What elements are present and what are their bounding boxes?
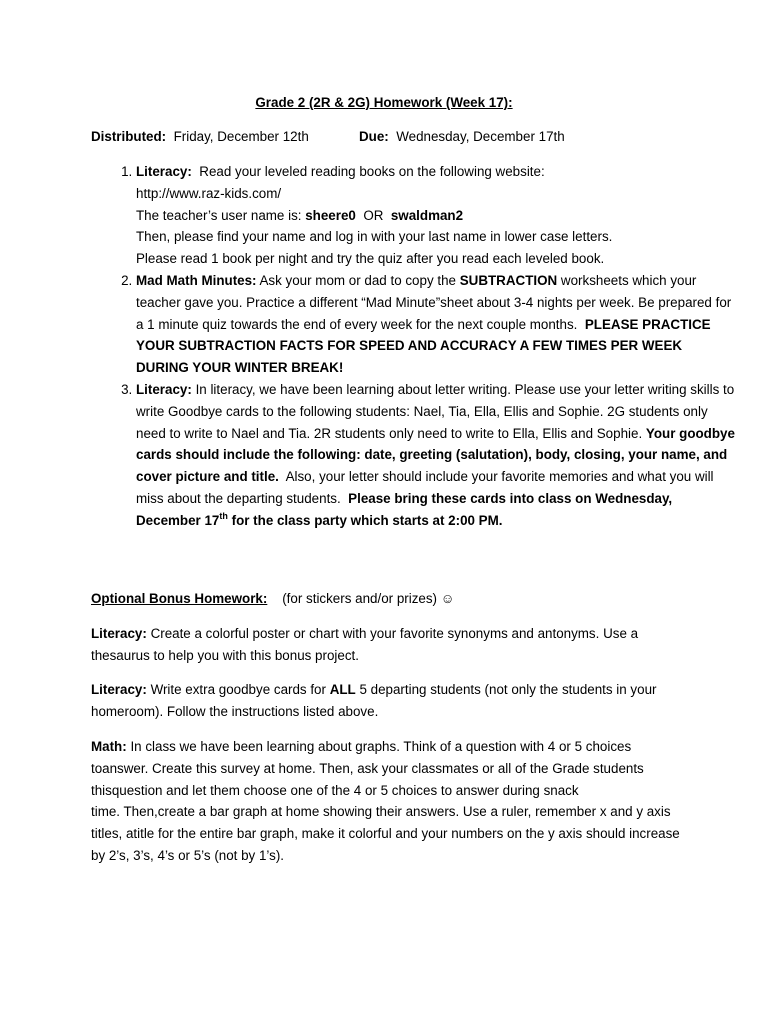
date-superscript: th [219,510,228,521]
page-title: Grade 2 (2R & 2G) Homework (Week 17): [255,95,513,110]
task-text: Also, your letter should include your favorite memories and what you will miss about the departing students. [136,469,714,506]
user-name-prefix: The teacher’s user name is: [136,207,302,223]
bonus-title: Optional Bonus Homework: [91,591,268,606]
bonus-label: Math: [91,739,127,754]
task-mad-math-minutes [136,270,736,379]
dates-row [91,126,565,148]
bonus-item-math-graph [91,736,691,867]
task-list [91,161,736,532]
teacher-username-1: sheere0 [305,207,356,223]
task-literacy-reading [136,161,736,270]
task-text: In literacy, we have been learning about letter writing. Please use your letter writing skills to write Goodbye cards to the following students: Nael, Tia, Ella, Ellis and Sophie. 2G students only need to write to Nael and Tia. 2R students only need to write to Ella, Ellis and Sophie. [136,381,735,441]
card-requirements: Your goodbye cards should include the following: date, greeting (salutation), body, closing, your name, and cover picture and title. [136,425,735,485]
bonus-text: Create a colorful poster or chart with your favorite synonyms and antonyms. Use a thesaurus to help you with this bonus project. [91,626,639,663]
task-text: Read your leveled reading books on the following website: [199,164,545,179]
due-label: Due: [359,129,389,144]
bonus-heading [91,588,454,610]
task-literacy-goodbye-cards [136,379,736,532]
bonus-note: (for stickers and/or prizes) [282,591,437,606]
bonus-text: Write extra goodbye cards for [150,682,326,697]
due-date [359,126,565,148]
task-text: Please read 1 book per night and try the quiz after you read each leveled book. [136,251,605,267]
bonus-text: 5 departing students (not only the students in your homeroom). Follow the instructions listed above. [91,682,657,719]
bonus-text: time. Then,create a bar graph at home showing their answers. Use a ruler, remember x and y axis titles, atitle for the entire bar graph, make it colorful and your numbers on the y axis should increase by 2’s, 3’s, 4’s or 5’s (not by 1’s). [91,804,680,863]
task-text: Ask your mom or dad to copy the [259,272,456,288]
subtraction-emphasis: SUBTRACTION [459,272,558,288]
task-label: Literacy: [136,164,192,179]
bonus-label: Literacy: [91,626,147,641]
due-value: Wednesday, December 17th [396,129,565,144]
bonus-label: Literacy: [91,682,147,697]
bonus-text: In class we have been learning about graphs. Think of a question with 4 or 5 choices [130,739,632,754]
or-text: OR [363,207,384,223]
task-label: Mad Math Minutes: [136,272,257,288]
bonus-item-literacy-cards [91,679,691,723]
task-text: Then, please find your name and log in with your last name in lower case letters. [136,229,613,245]
website-link[interactable]: http://www.raz-kids.com/ [136,185,282,201]
bonus-text: thisquestion and let them choose one of the 4 or 5 choices to answer during snack [91,782,579,798]
all-emphasis: ALL [329,682,356,697]
smiley-icon: ☺ [440,591,455,606]
task-text: worksheets which your teacher gave you. Practice a different “Mad Minute”sheet about 3-4 nights per week. Be prepared for a 1 minute quiz towards the end of every week for the next couple months. [136,272,732,332]
distributed-date [91,129,309,144]
bonus-text: toanswer. Create this survey at home. Then, ask your classmates or all of the Grade students [91,760,644,776]
teacher-username-2: swaldman2 [390,207,464,223]
practice-instruction: PLEASE PRACTICE YOUR SUBTRACTION FACTS FOR SPEED AND ACCURACY A FEW TIMES PER WEEK DURING YOUR WINTER BREAK! [136,316,711,376]
distributed-label: Distributed: [91,129,167,144]
bring-cards-instruction: Please bring these cards into class on Wednesday, December 17th for the class party which starts at 2:00 PM. [136,490,673,528]
bonus-item-literacy-poster [91,623,691,667]
task-label: Literacy: [136,381,192,397]
distributed-value: Friday, December 12th [173,129,309,144]
